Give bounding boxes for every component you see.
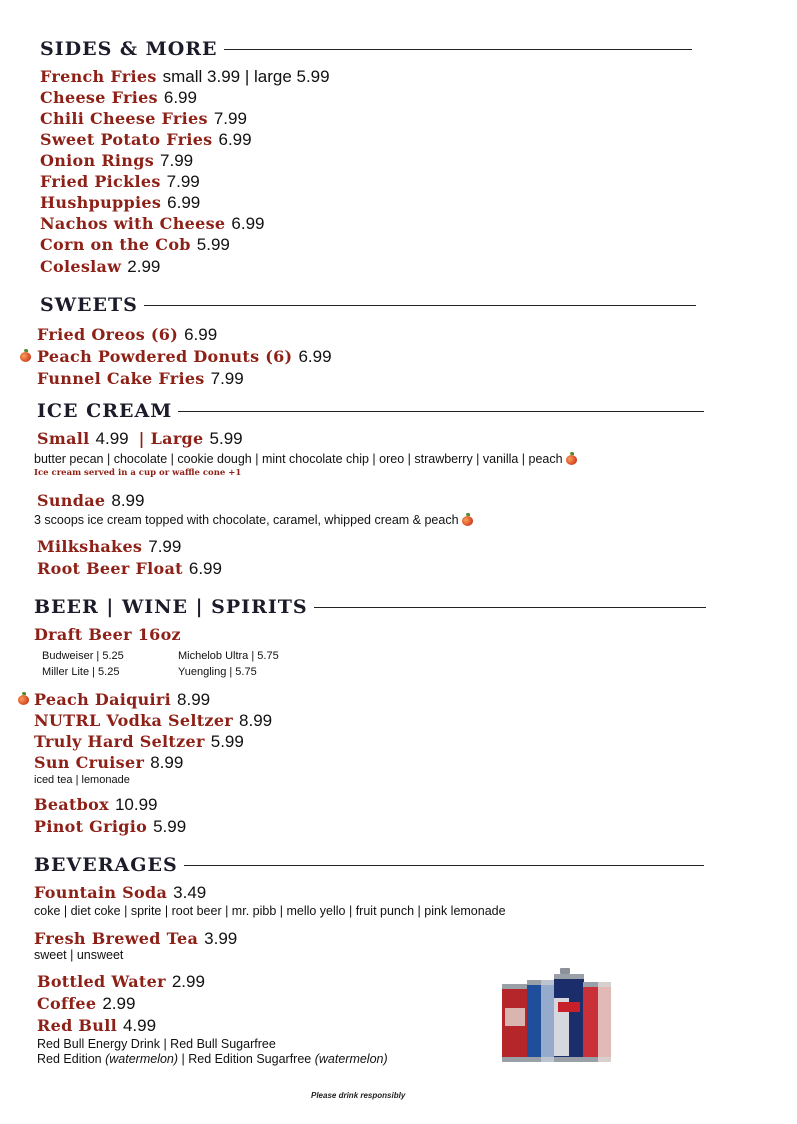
- beverages-rule: [184, 865, 704, 866]
- can-blue: [527, 980, 555, 1062]
- menu-item: Peach Daiquiri 8.99: [34, 690, 211, 709]
- menu-item: Corn on the Cob 5.99: [40, 235, 230, 254]
- can-red: [502, 984, 528, 1062]
- sweets-rule: [144, 305, 696, 306]
- beer-title: BEER | WINE | SPIRITS: [34, 596, 308, 618]
- menu-item: Onion Rings 7.99: [40, 151, 194, 170]
- soda-desc: coke | diet coke | sprite | root beer | mr. pibb | mello yello | fruit punch | pink lemonade: [34, 904, 506, 918]
- menu-item: Root Beer Float 6.99: [37, 559, 222, 578]
- menu-item: Coleslaw 2.99: [40, 257, 161, 276]
- footer-note: Please drink responsibly: [311, 1091, 406, 1100]
- beer-rule: [314, 607, 706, 608]
- ice-cream-sizes: Small 4.99 | Large 5.99: [37, 429, 243, 448]
- peach-icon: [20, 352, 31, 362]
- peach-icon: [462, 516, 473, 526]
- red-bull-cans-image: [500, 968, 626, 1066]
- peach-icon: [566, 455, 577, 465]
- sides-title: SIDES & MORE: [40, 38, 218, 60]
- menu-item: Truly Hard Seltzer 5.99: [34, 732, 244, 751]
- menu-item: Bottled Water 2.99: [37, 972, 205, 991]
- ice-cream-title: ICE CREAM: [37, 400, 173, 422]
- sundae-desc: 3 scoops ice cream topped with chocolate, caramel, whipped cream & peach: [34, 513, 473, 527]
- menu-item: Beatbox 10.99: [34, 795, 158, 814]
- can-classic: [554, 974, 584, 1062]
- draft-item: Miller Lite | 5.25: [42, 666, 120, 678]
- beer-header: [34, 596, 706, 618]
- menu-item: Sweet Potato Fries 6.99: [40, 130, 252, 149]
- menu-item: Coffee 2.99: [37, 994, 136, 1013]
- redbull-line-1: Red Bull Energy Drink | Red Bull Sugarfree: [37, 1037, 276, 1051]
- menu-item: NUTRL Vodka Seltzer 8.99: [34, 711, 273, 730]
- ice-cream-note: Ice cream served in a cup or waffle cone +1: [34, 468, 242, 478]
- beverages-title: BEVERAGES: [34, 854, 178, 876]
- tea-desc: sweet | unsweet: [34, 948, 124, 962]
- draft-item: Budweiser | 5.25: [42, 650, 124, 662]
- draft-item: Yuengling | 5.75: [178, 666, 257, 678]
- sides-header: [40, 38, 692, 60]
- can-red-edition: [583, 982, 611, 1062]
- beverages-header: [34, 854, 704, 876]
- menu-item: Sundae 8.99: [37, 491, 145, 510]
- ice-cream-header: [37, 400, 704, 422]
- menu-item: Milkshakes 7.99: [37, 537, 182, 556]
- menu-item: Chili Cheese Fries 7.99: [40, 109, 247, 128]
- sides-rule: [224, 49, 692, 50]
- peach-icon: [18, 695, 29, 705]
- menu-item: Cheese Fries 6.99: [40, 88, 197, 107]
- menu-item: Sun Cruiser 8.99: [34, 753, 184, 772]
- sweets-header: [40, 294, 696, 316]
- sweets-title: SWEETS: [40, 294, 138, 316]
- menu-item: Peach Powdered Donuts (6) 6.99: [37, 347, 332, 366]
- menu-item: Fried Oreos (6) 6.99: [37, 325, 218, 344]
- menu-item: Fresh Brewed Tea 3.99: [34, 929, 238, 948]
- menu-item: French Fries small 3.99 | large 5.99: [40, 67, 330, 86]
- draft-item: Michelob Ultra | 5.75: [178, 650, 279, 662]
- menu-item: Pinot Grigio 5.99: [34, 817, 187, 836]
- sun-cruiser-desc: iced tea | lemonade: [34, 774, 130, 786]
- menu-item: Red Bull 4.99: [37, 1016, 157, 1035]
- menu-item: Fried Pickles 7.99: [40, 172, 200, 191]
- menu-item: Fountain Soda 3.49: [34, 883, 207, 902]
- redbull-line-2: Red Edition (watermelon) | Red Edition Sugarfree (watermelon): [37, 1052, 388, 1066]
- ice-cream-flavors: butter pecan | chocolate | cookie dough | mint chocolate chip | oreo | strawberry | vanilla | peach: [34, 452, 577, 466]
- menu-item: Hushpuppies 6.99: [40, 193, 201, 212]
- menu-item: Draft Beer 16oz: [34, 625, 181, 644]
- ice-cream-rule: [178, 411, 704, 412]
- menu-item: Funnel Cake Fries 7.99: [37, 369, 244, 388]
- menu-item: Nachos with Cheese 6.99: [40, 214, 265, 233]
